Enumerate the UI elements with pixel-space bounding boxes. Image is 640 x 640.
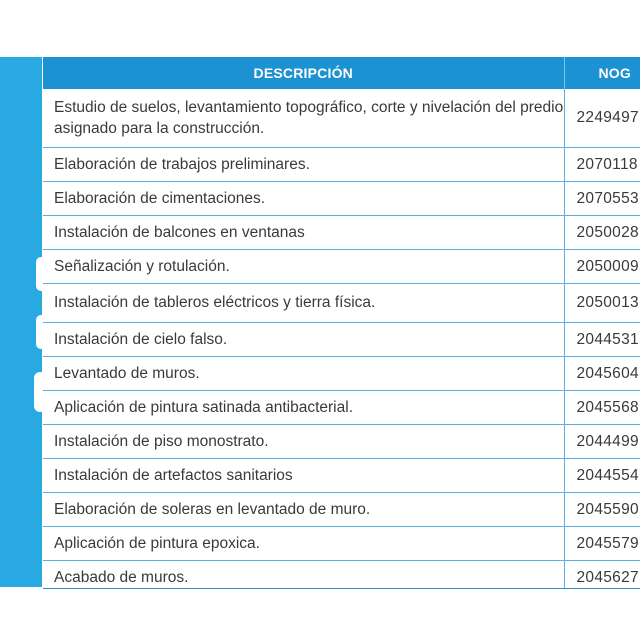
description-cell: Estudio de suelos, levantamiento topográfico, corte y nivelación del predio asignado para la construcción. xyxy=(43,89,564,148)
table-row xyxy=(43,216,640,250)
table-row xyxy=(43,250,640,284)
nog-cell: 2050028 xyxy=(564,216,640,250)
description-cell: Aplicación de pintura epoxica. xyxy=(43,527,564,561)
nog-cell: 2249497 xyxy=(564,89,640,148)
column-header-descripcion: DESCRIPCIÓN xyxy=(43,57,564,89)
description-cell: Instalación de balcones en ventanas xyxy=(43,216,564,250)
works-table xyxy=(43,57,640,589)
table-row xyxy=(43,561,640,590)
description-cell: Acabado de muros. xyxy=(43,561,564,590)
side-glyph-fragment xyxy=(34,372,42,412)
nog-cell: 2044554 xyxy=(564,459,640,493)
side-glyph-fragment xyxy=(36,257,42,291)
table-header-row xyxy=(43,57,640,89)
table-row xyxy=(43,425,640,459)
side-accent-bar xyxy=(0,57,42,587)
description-cell: Elaboración de trabajos preliminares. xyxy=(43,148,564,182)
table-row xyxy=(43,357,640,391)
column-header-nog: NOG xyxy=(564,57,640,89)
description-cell: Instalación de piso monostrato. xyxy=(43,425,564,459)
nog-cell: 2045604 xyxy=(564,357,640,391)
table-row xyxy=(43,459,640,493)
table-row xyxy=(43,148,640,182)
nog-cell: 2044531 xyxy=(564,323,640,357)
nog-cell: 2045579 xyxy=(564,527,640,561)
description-cell: Levantado de muros. xyxy=(43,357,564,391)
description-cell: Aplicación de pintura satinada antibacterial. xyxy=(43,391,564,425)
nog-cell: 2050013 xyxy=(564,284,640,323)
nog-cell: 2070118 xyxy=(564,148,640,182)
nog-cell: 2045627 xyxy=(564,561,640,590)
nog-cell: 2050009 xyxy=(564,250,640,284)
table-row xyxy=(43,391,640,425)
description-cell: Instalación de cielo falso. xyxy=(43,323,564,357)
description-cell: Señalización y rotulación. xyxy=(43,250,564,284)
nog-cell: 2045590 xyxy=(564,493,640,527)
nog-cell: 2045568 xyxy=(564,391,640,425)
description-cell: Elaboración de soleras en levantado de muro. xyxy=(43,493,564,527)
side-glyph-fragment xyxy=(36,315,42,349)
nog-cell: 2070553 xyxy=(564,182,640,216)
description-cell: Instalación de artefactos sanitarios xyxy=(43,459,564,493)
table-row xyxy=(43,493,640,527)
table-row xyxy=(43,323,640,357)
nog-cell: 2044499 xyxy=(564,425,640,459)
table-row xyxy=(43,527,640,561)
works-table-container xyxy=(43,57,640,589)
table-row xyxy=(43,89,640,148)
table-row xyxy=(43,284,640,323)
description-cell: Instalación de tableros eléctricos y tierra física. xyxy=(43,284,564,323)
description-cell: Elaboración de cimentaciones. xyxy=(43,182,564,216)
table-row xyxy=(43,182,640,216)
